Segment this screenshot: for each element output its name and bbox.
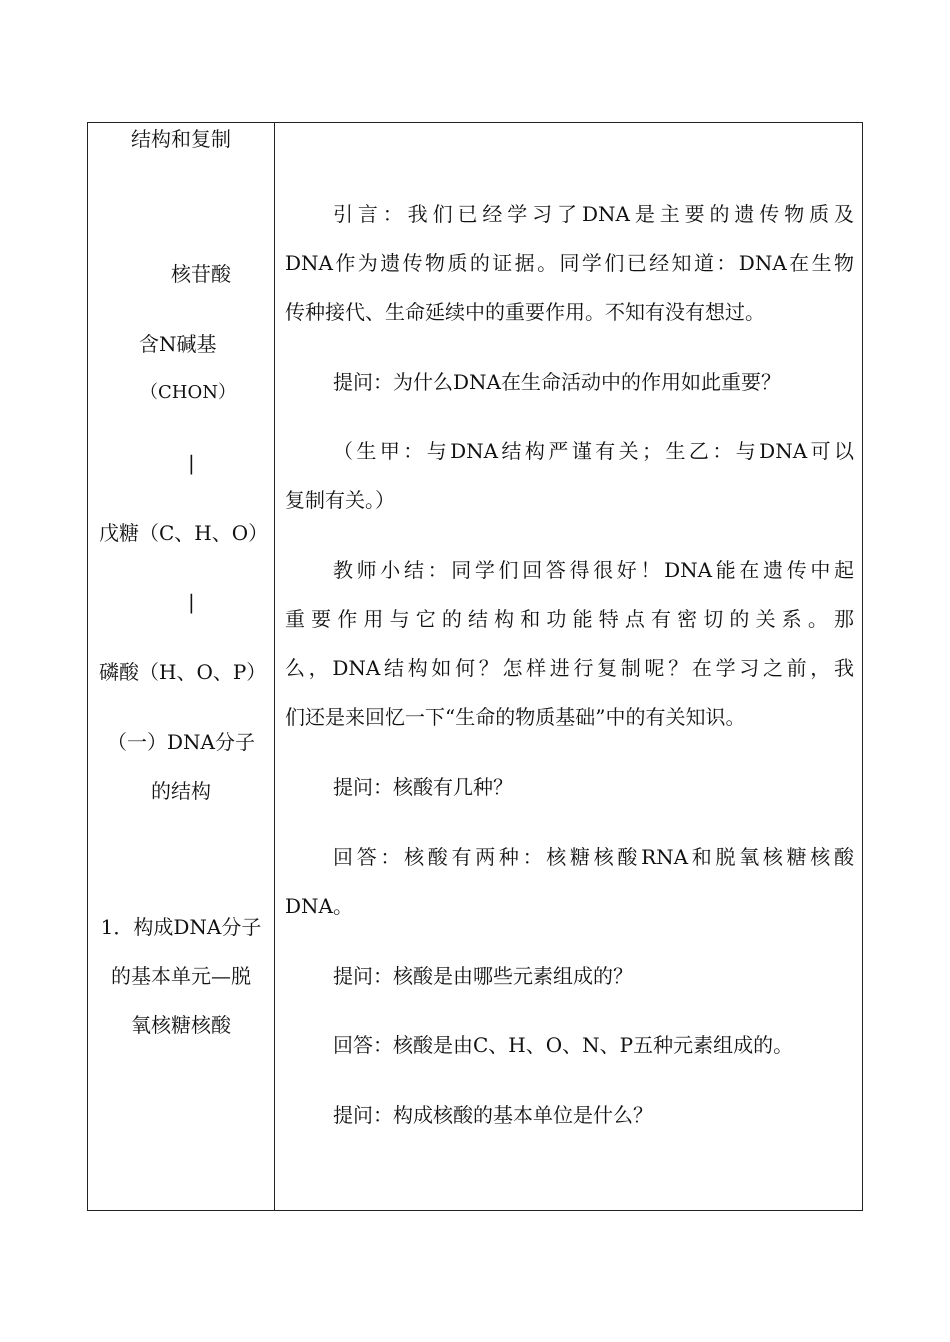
- summary-line-1: 教师小结：同学们回答得很好！DNA能在遗传中起: [333, 558, 854, 582]
- student-answers-line-2: 复制有关。）: [285, 488, 395, 512]
- column-divider: [274, 122, 275, 1211]
- question-elements: 提问：核酸是由哪些元素组成的？: [333, 964, 633, 988]
- question-importance: 提问：为什么DNA在生命活动中的作用如此重要？: [333, 370, 781, 394]
- intro-line-2: DNA作为遗传物质的证据。同学们已经知道：DNA在生物: [285, 251, 854, 275]
- left-section-heading-1: （一）DNA分子: [107, 730, 255, 754]
- summary-line-2: 重要作用与它的结构和功能特点有密切的关系。那: [285, 607, 854, 631]
- intro-line-1: 引言：我们已经学习了DNA是主要的遗传物质及: [333, 202, 854, 226]
- question-basic-unit: 提问：构成核酸的基本单位是什么？: [333, 1103, 653, 1127]
- left-item-line-1: 1．构成DNA分子: [100, 915, 262, 939]
- left-bond-bar-2: |: [188, 590, 195, 614]
- left-bond-bar-1: |: [188, 451, 195, 475]
- answer-types-line-1: 回答：核酸有两种：核糖核酸RNA和脱氧核糖核酸: [333, 845, 854, 869]
- answer-types-line-2: DNA。: [285, 894, 353, 918]
- left-phosphate: 磷酸（H、O、P）: [99, 660, 267, 684]
- student-answers-line-1: （生甲：与DNA结构严谨有关；生乙：与DNA可以: [333, 439, 854, 463]
- left-base: 含N碱基: [139, 332, 217, 356]
- left-section-heading-2: 的结构: [151, 779, 211, 803]
- intro-line-3: 传种接代、生命延续中的重要作用。不知有没有想过。: [285, 300, 765, 324]
- question-types: 提问：核酸有几种？: [333, 775, 513, 799]
- left-item-line-3: 氧核糖核酸: [131, 1013, 231, 1037]
- left-sugar: 戊糖（C、H、O）: [99, 521, 269, 545]
- summary-line-3: 么，DNA结构如何？怎样进行复制呢？在学习之前，我: [285, 656, 854, 680]
- summary-line-4: 们还是来回忆一下“生命的物质基础”中的有关知识。: [285, 705, 746, 729]
- left-nucleotide: 核苷酸: [171, 262, 231, 286]
- left-item-line-2: 的基本单元—脱: [111, 964, 251, 988]
- left-base-elements: （CHON）: [140, 382, 236, 403]
- answer-elements: 回答：核酸是由C、H、O、N、P五种元素组成的。: [333, 1033, 794, 1057]
- left-title: 结构和复制: [131, 127, 231, 151]
